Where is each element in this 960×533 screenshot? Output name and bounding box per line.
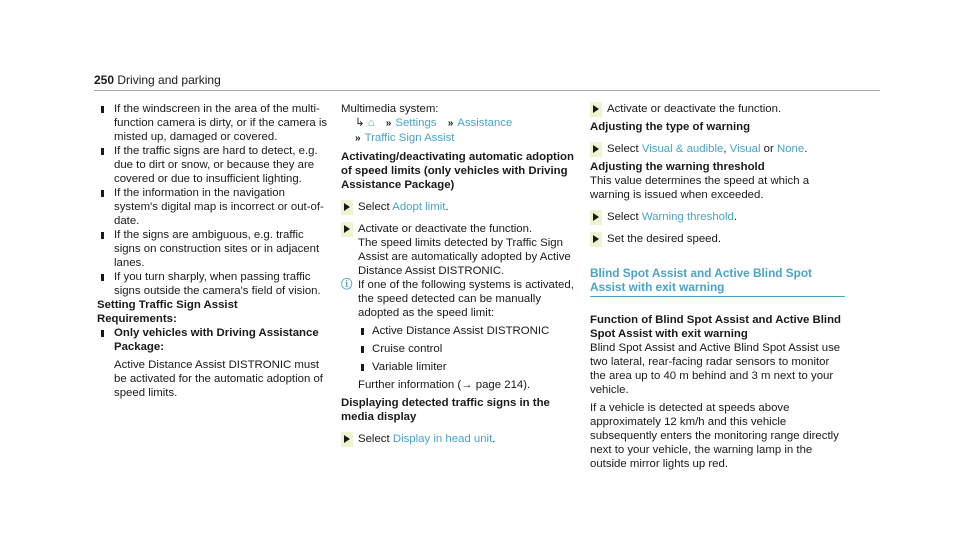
page-header bbox=[94, 73, 880, 91]
page-number: 250 bbox=[94, 73, 115, 87]
double-chevron-icon: » bbox=[385, 118, 392, 129]
multimedia-label: Multimedia system: bbox=[341, 103, 439, 115]
list-item: Variable limiter bbox=[358, 360, 583, 374]
section-title: Blind Spot Assist and Active Blind Spot Assist with exit warning bbox=[590, 266, 845, 297]
option-warning-threshold: Warning threshold bbox=[641, 211, 734, 223]
column-left bbox=[97, 102, 332, 400]
menu-path-line2 bbox=[341, 131, 583, 146]
option-display-head-unit: Display in head unit bbox=[392, 433, 493, 445]
home-icon: ⌂ bbox=[367, 117, 375, 129]
double-chevron-icon: » bbox=[355, 133, 361, 144]
function-text-1: Blind Spot Assist and Active Blind Spot Assist use two lateral, rear-facing radar sensors to monitor the area up to 40 m behind and 3 m next to your vehicle. bbox=[590, 342, 841, 396]
arrow-icon bbox=[590, 142, 602, 157]
list-item: If the signs are ambiguous, e.g. traffic signs on construction sites or in adjacent lanes. bbox=[97, 228, 332, 270]
requirement-text: Active Distance Assist DISTRONIC must be activated for the automatic adoption of speed limits. bbox=[114, 359, 323, 399]
list-item: If the information in the navigation system's digital map is incorrect or out-of-date. bbox=[97, 186, 332, 228]
list-item: If you turn sharply, when passing traffic signs outside the camera's field of vision. bbox=[97, 270, 332, 298]
step-result: The speed limits detected by Traffic Sign Assist are automatically adopted by Active Distance Assist DISTRONIC. bbox=[358, 237, 571, 277]
option-visual-audible: Visual & audible bbox=[641, 143, 724, 155]
double-chevron-icon: » bbox=[447, 118, 454, 129]
requirement-item: Only vehicles with Driving Assistance Package: bbox=[97, 326, 332, 354]
column-right bbox=[590, 102, 845, 471]
menu-assistance: Assistance bbox=[457, 117, 513, 129]
heading-adoption: Activating/deactivating automatic adoption of speed limits (only vehicles with Driving Assistance Package) bbox=[341, 151, 574, 191]
option-visual: Visual bbox=[729, 143, 761, 155]
heading-function: Function of Blind Spot Assist and Active Blind Spot Assist with exit warning bbox=[590, 314, 842, 340]
step-set-speed: Set the desired speed. bbox=[590, 232, 845, 246]
chapter-title: Driving and parking bbox=[117, 73, 221, 87]
arrow-icon bbox=[341, 432, 353, 447]
step-select-type: Select Visual & audible, Visual or None. bbox=[590, 142, 845, 156]
heading-display: Displaying detected traffic signs in the media display bbox=[341, 397, 550, 423]
requirements-label: Requirements: bbox=[97, 313, 177, 325]
function-text-2: If a vehicle is detected at speeds above approximately 12 km/h and this vehicle subsequently enters the monitoring range directly next to your vehicle, the warning lamp in the outside mirror lights up red. bbox=[590, 402, 839, 470]
arrow-icon bbox=[341, 200, 353, 215]
step-select-threshold: Select Warning threshold. bbox=[590, 210, 845, 224]
enter-arrow-icon: ↳ bbox=[355, 117, 365, 129]
arrow-icon bbox=[590, 210, 602, 225]
menu-path bbox=[341, 116, 583, 131]
heading-warning-type: Adjusting the type of warning bbox=[590, 121, 751, 133]
further-info-link[interactable]: Further information (→ page 214). bbox=[358, 379, 531, 391]
list-item: Cruise control bbox=[358, 342, 583, 356]
step-activate: Activate or deactivate the function. bbox=[590, 102, 845, 116]
arrow-icon bbox=[341, 222, 353, 237]
list-item: Active Distance Assist DISTRONIC bbox=[358, 324, 583, 338]
info-icon: ⓘ bbox=[341, 279, 353, 291]
info-note: ⓘ If one of the following systems is activated, the speed detected can be manually adopted as the speed limit: bbox=[341, 279, 574, 319]
step-select-display: Select Display in head unit. bbox=[341, 432, 583, 446]
step-activate: Activate or deactivate the function. bbox=[341, 222, 583, 236]
arrow-icon bbox=[590, 102, 602, 117]
menu-traffic-sign-assist: Traffic Sign Assist bbox=[364, 132, 455, 144]
list-item: If the traffic signs are hard to detect, e.g. due to dirt or snow, or because they are covered or due to insufficient lighting. bbox=[97, 144, 332, 186]
step-select-adopt: Select Adopt limit. bbox=[341, 200, 583, 214]
setting-heading: Setting Traffic Sign Assist bbox=[97, 299, 238, 311]
heading-threshold: Adjusting the warning threshold bbox=[590, 161, 765, 173]
column-middle bbox=[341, 102, 583, 446]
list-item: If the windscreen in the area of the multi-function camera is dirty, or if the camera is misted up, damaged or covered. bbox=[97, 102, 332, 144]
arrow-icon bbox=[590, 232, 602, 247]
menu-settings: Settings bbox=[395, 117, 437, 129]
threshold-text: This value determines the speed at which a warning is issued when exceeded. bbox=[590, 175, 810, 201]
option-adopt-limit: Adopt limit bbox=[392, 201, 446, 213]
option-none: None bbox=[776, 143, 805, 155]
